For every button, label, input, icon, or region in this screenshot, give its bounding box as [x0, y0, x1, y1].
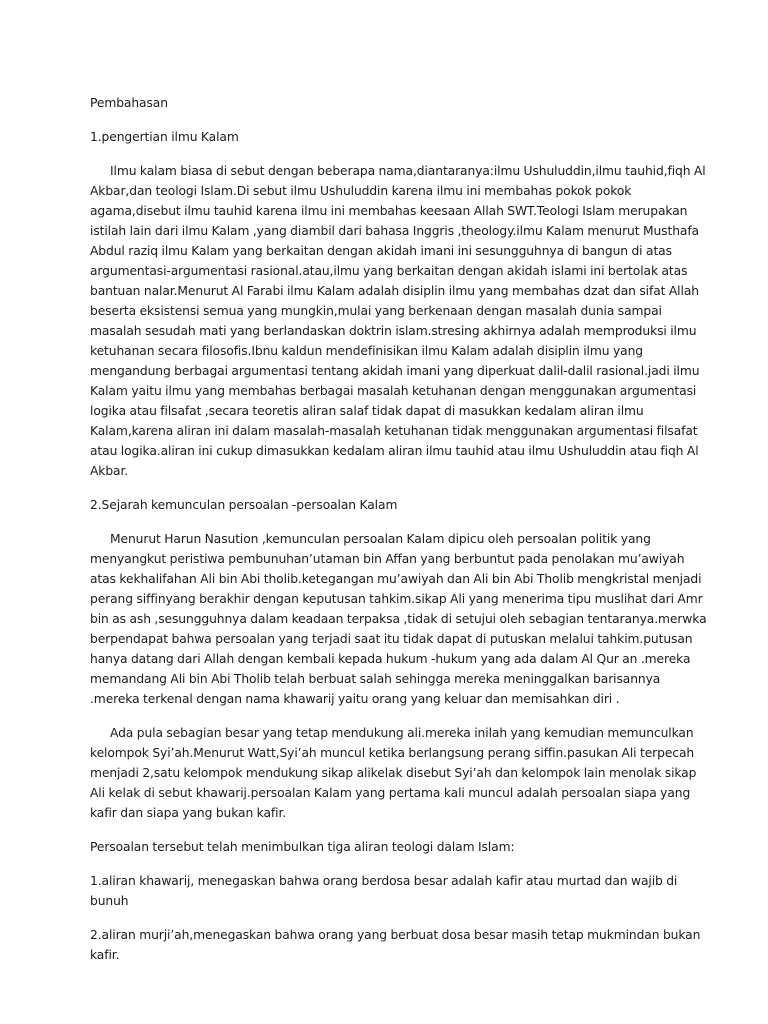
- section-heading-2: 2.Sejarah kemunculan persoalan -persoalan Kalam: [90, 498, 398, 512]
- closing-intro: Persoalan tersebut telah menimbulkan tiga aliran teologi dalam Islam:: [90, 840, 515, 854]
- document-title: Pembahasan: [90, 96, 168, 110]
- section-2-paragraph-1: Menurut Harun Nasution ,kemunculan persoalan Kalam dipicu oleh persoalan politik yang menyangkut peristiwa pembunuhan’utaman bin Affan yang berbuntut pada penolakan mu’awiyah atas kekhalifahan Ali bin Abi tholib.ketegangan mu’awiyah dan Ali bin Abi Tholib mengkristal menjadi perang siffinyang berakhir dengan keputusan tahkim.sikap Ali yang menerima tipu muslihat dari Amr bin as ash ,sesungguhnya dalam keadaan terpaksa ,tidak di setujui oleh sebagian tentaranya.merwka berpendapat bahwa persoalan yang terjadi saat itu tidak dapat di putuskan melalui tahkim.putusan hanya datang dari Allah dengan kembali kepada hukum -hukum yang ada dalam Al Qur an .mereka memandang Ali bin Abi Tholib telah berbuat salah sehingga mereka meninggalkan barisannya .mereka terkenal dengan nama khawarij yaitu orang yang keluar dan memisahkan diri .: [90, 532, 707, 706]
- section-1-paragraph-1: Ilmu kalam biasa di sebut dengan beberapa nama,diantaranya:ilmu Ushuluddin,ilmu tauhid,fiqh Al Akbar,dan teologi Islam.Di sebut ilmu Ushuluddin karena ilmu ini membahas pokok pokok agama,disebut ilmu tauhid karena ilmu ini membahas keesaan Allah SWT.Teologi Islam merupakan istilah lain dari ilmu Kalam ,yang diambil dari bahasa Inggris ,theology.ilmu Kalam menurut Musthafa Abdul raziq ilmu Kalam yang berkaitan dengan akidah imani ini sesungguhnya di bangun di atas argumentasi-argumentasi rasional.atau,ilmu yang berkaitan dengan akidah islami ini bertolak atas bantuan nalar.Menurut Al Farabi ilmu Kalam adalah disiplin ilmu yang membahas dzat dan sifat Allah beserta eksistensi semua yang mungkin,mulai yang berkenaan dengan masalah dunia sampai masalah sesudah mati yang berlandaskan doktrin islam.stresing akhirnya adalah memproduksi ilmu ketuhanan secara filosofis.Ibnu kaldun mendefinisikan ilmu Kalam adalah disiplin ilmu yang mengandung berbagai argumentasi tentang akidah imani yang diperkuat dalil-dalil rasional.jadi ilmu Kalam yaitu ilmu yang membahas berbagai masalah ketuhanan dengan menggunakan argumentasi logika atau filsafat ,secara teoretis aliran salaf tidak dapat di masukkan kedalam aliran ilmu Kalam,karena aliran ini dalam masalah-masalah ketuhanan tidak menggunakan argumentasi filsafat atau logika.aliran ini cukup dimasukkan kedalam aliran ilmu tauhid atau ilmu Ushuluddin atau fiqh Al Akbar.: [90, 164, 706, 478]
- list-item-murjiah: 2.aliran murji’ah,menegaskan bahwa orang yang berbuat dosa besar masih tetap mukmindan bukan kafir.: [90, 928, 701, 962]
- list-item-khawarij: 1.aliran khawarij, menegaskan bahwa orang berdosa besar adalah kafir atau murtad dan wajib di bunuh: [90, 874, 678, 908]
- section-heading-1: 1.pengertian ilmu Kalam: [90, 130, 239, 144]
- section-2-paragraph-2: Ada pula sebagian besar yang tetap mendukung ali.mereka inilah yang kemudian memunculkan kelompok Syi’ah.Menurut Watt,Syi’ah muncul ketika berlangsung perang siffin.pasukan Ali terpecah menjadi 2,satu kelompok mendukung sikap alikelak disebut Syi’ah dan kelompok lain menolak sikap Ali kelak di sebut khawarij.persoalan Kalam yang pertama kali muncul adalah persoalan siapa yang kafir dan siapa yang bukan kafir.: [90, 726, 697, 820]
